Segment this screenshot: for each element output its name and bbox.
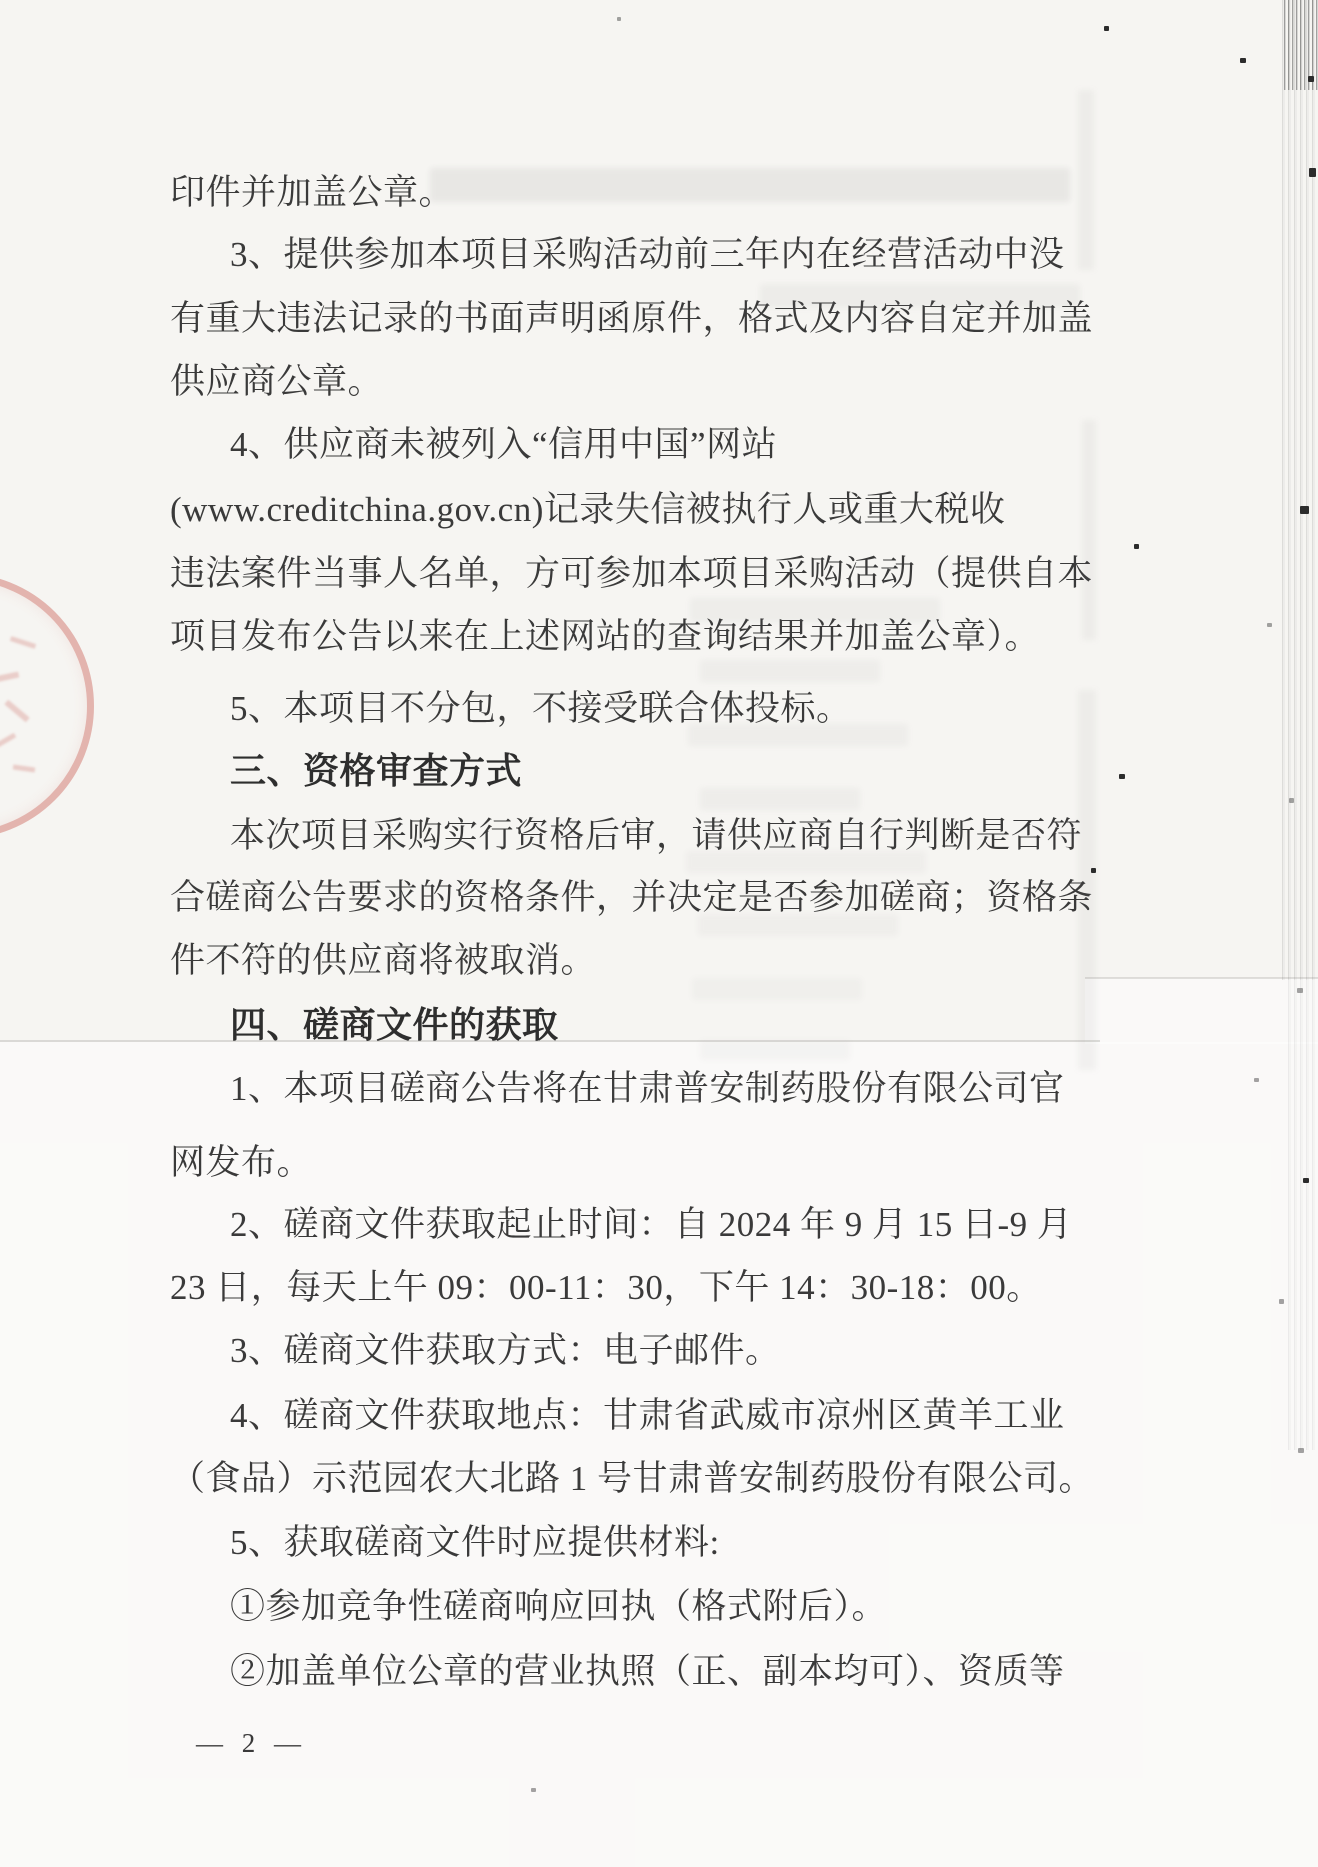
- text-line: (www.creditchina.gov.cn)记录失信被执行人或重大税收: [170, 490, 1006, 529]
- scanner-streak-band: [1288, 980, 1318, 1450]
- text-line: 本次项目采购实行资格后审，请供应商自行判断是否符: [230, 816, 1083, 855]
- bleed-through-smudge: [760, 284, 1080, 308]
- stamp-text-fragment: [0, 733, 16, 752]
- bleed-through-smudge: [700, 660, 880, 682]
- text-line: 5、本项目不分包，不接受联合体投标。: [230, 689, 852, 728]
- text-line: 有重大违法记录的书面声明函原件，格式及内容自定并加盖: [170, 299, 1094, 338]
- scan-smudge: [1078, 690, 1096, 1070]
- text-line: 23 日，每天上午 09：00-11：30，下午 14：30-18：00。: [170, 1268, 1042, 1307]
- dust-speck: [1254, 1078, 1259, 1082]
- dust-speck: [1298, 1448, 1304, 1453]
- page-number: — 2 —: [196, 1728, 307, 1758]
- dust-speck: [1300, 506, 1309, 514]
- bleed-through-smudge: [430, 168, 1070, 202]
- text-line: 1、本项目磋商公告将在甘肃普安制药股份有限公司官: [230, 1069, 1065, 1108]
- dust-speck: [531, 1788, 536, 1792]
- text-line: 4、磋商文件获取地点：甘肃省武威市凉州区黄羊工业: [230, 1396, 1065, 1435]
- stamp-text-fragment: [10, 636, 36, 649]
- dust-speck: [1297, 988, 1303, 993]
- dust-speck: [1308, 76, 1314, 82]
- text-line: 违法案件当事人名单，方可参加本项目采购活动（提供自本: [170, 554, 1094, 593]
- section-heading: 四、磋商文件的获取: [230, 1005, 559, 1045]
- dust-speck: [1091, 868, 1096, 873]
- scan-smudge: [1082, 420, 1096, 640]
- bleed-through-smudge: [688, 724, 908, 746]
- text-line: （食品）示范园农大北路 1 号甘肃普安制药股份有限公司。: [170, 1459, 1095, 1498]
- bleed-through-smudge: [686, 851, 926, 873]
- bleed-through-smudge: [700, 1040, 850, 1060]
- bleed-through-smudge: [692, 978, 862, 1000]
- text-line: ②加盖单位公章的营业执照（正、副本均可）、资质等: [230, 1652, 1065, 1691]
- bleed-through-smudge: [698, 914, 898, 936]
- text-line: 件不符的供应商将被取消。: [170, 941, 597, 980]
- stamp-text-fragment: [4, 700, 29, 723]
- text-line: 供应商公章。: [170, 362, 384, 401]
- text-line: 3、磋商文件获取方式：电子邮件。: [230, 1331, 781, 1370]
- text-line: 4、供应商未被列入“信用中国”网站: [230, 425, 778, 464]
- dust-speck: [1240, 58, 1246, 63]
- red-circular-stamp: [0, 573, 94, 839]
- text-line: 5、获取磋商文件时应提供材料:: [230, 1523, 720, 1562]
- dust-speck: [1289, 798, 1294, 803]
- text-line: ①参加竞争性磋商响应回执（格式附后）。: [230, 1587, 888, 1626]
- text-line: 3、提供参加本项目采购活动前三年内在经营活动中没: [230, 235, 1065, 274]
- text-line: 项目发布公告以来在上述网站的查询结果并加盖公章）。: [170, 617, 1041, 656]
- bleed-through-smudge: [700, 788, 860, 810]
- text-line: 网发布。: [170, 1143, 313, 1182]
- dust-speck: [1309, 168, 1316, 177]
- dust-speck: [1267, 623, 1272, 627]
- dust-speck: [1119, 774, 1125, 779]
- dust-speck: [1104, 26, 1109, 31]
- stamp-text-fragment: [13, 764, 35, 772]
- scanner-streak-band: [1282, 0, 1318, 980]
- dust-speck: [1134, 544, 1139, 549]
- section-heading: 三、资格审查方式: [230, 751, 523, 791]
- dust-speck: [1303, 1178, 1309, 1183]
- stamp-text-fragment: [0, 672, 19, 685]
- bleed-through-smudge: [690, 598, 940, 622]
- scan-smudge: [1078, 90, 1094, 270]
- scan-tone-band: [1085, 978, 1318, 1044]
- dust-speck: [1279, 1299, 1284, 1304]
- text-line: 合磋商公告要求的资格条件，并决定是否参加磋商；资格条: [170, 878, 1094, 917]
- text-line: 2、磋商文件获取起止时间：自 2024 年 9 月 15 日-9 月: [230, 1205, 1073, 1244]
- text-line: 印件并加盖公章。: [170, 173, 455, 212]
- dust-speck: [617, 17, 621, 21]
